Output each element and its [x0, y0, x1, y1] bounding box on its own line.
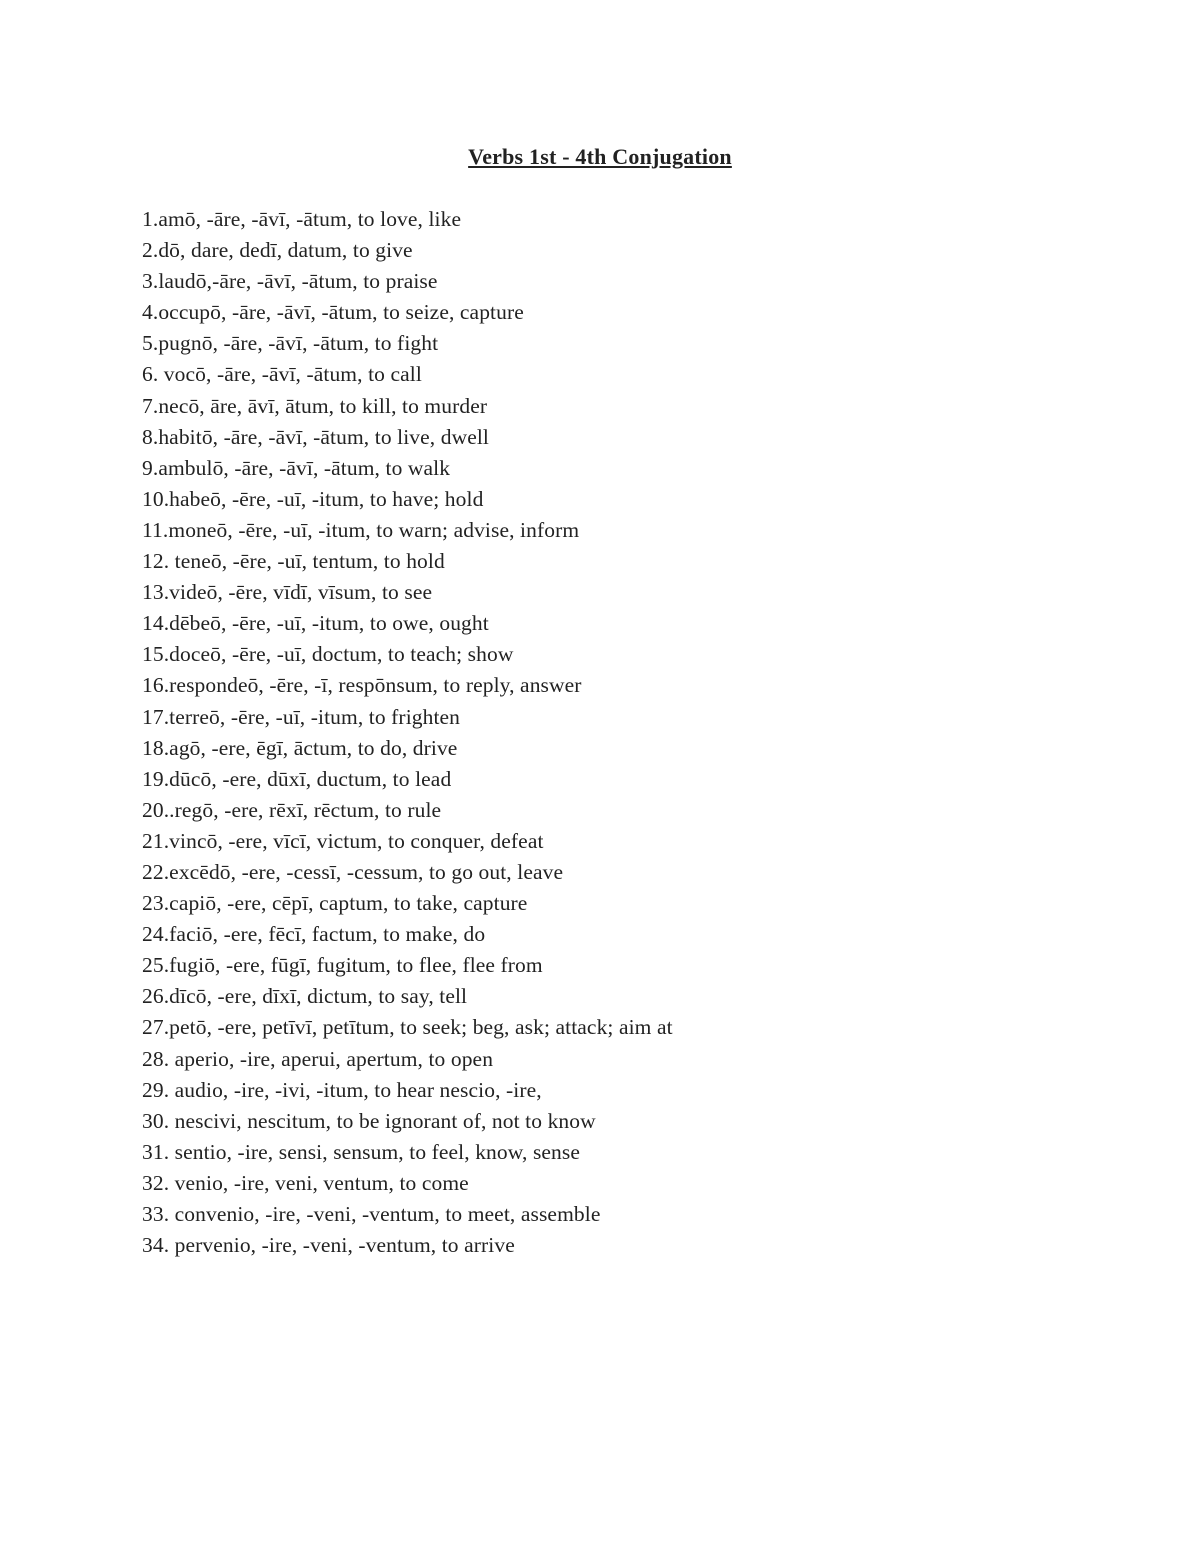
- verb-entry: 16.respondeō, -ēre, -ī, respōnsum, to reply, answer: [142, 673, 582, 698]
- verb-entry: 15.doceō, -ēre, -uī, doctum, to teach; show: [142, 642, 514, 667]
- verb-entry: 3.laudō,-āre, -āvī, -ātum, to praise: [142, 269, 438, 294]
- verb-list: [142, 204, 673, 1261]
- verb-entry: 23.capiō, -ere, cēpī, captum, to take, capture: [142, 891, 528, 916]
- verb-entry: 21.vincō, -ere, vīcī, victum, to conquer, defeat: [142, 828, 544, 853]
- verb-entry: 33. convenio, -ire, -veni, -ventum, to meet, assemble: [142, 1202, 601, 1226]
- verb-entry: 28. aperio, -ire, aperui, apertum, to open: [142, 1046, 494, 1071]
- verb-entry: 14.dēbeō, -ēre, -uī, -itum, to owe, ought: [142, 611, 489, 636]
- verb-entry: 30. nescivi, nescitum, to be ignorant of, not to know: [142, 1108, 596, 1133]
- verb-entry: 29. audio, -ire, -ivi, -itum, to hear nescio, -ire,: [142, 1077, 542, 1102]
- verb-entry: 34. pervenio, -ire, -veni, -ventum, to arrive: [142, 1233, 515, 1258]
- verb-entry: 32. venio, -ire, veni, ventum, to come: [142, 1170, 469, 1195]
- verb-entry: 2.dō, dare, dedī, datum, to give: [142, 238, 413, 263]
- verb-entry: 11.moneō, -ēre, -uī, -itum, to warn; advise, inform: [142, 517, 580, 542]
- verb-entry: 17.terreō, -ēre, -uī, -itum, to frighten: [142, 704, 461, 729]
- verb-entry: 1.amō, -āre, -āvī, -ātum, to love, like: [142, 207, 462, 231]
- page-title: Verbs 1st - 4th Conjugation: [468, 144, 732, 169]
- verb-entry: 19.dūcō, -ere, dūxī, ductum, to lead: [142, 766, 452, 791]
- verb-entry: 18.agō, -ere, ēgī, āctum, to do, drive: [142, 735, 458, 760]
- verb-entry: 13.videō, -ēre, vīdī, vīsum, to see: [142, 580, 433, 605]
- verb-entry: 26.dīcō, -ere, dīxī, dictum, to say, tell: [142, 984, 468, 1009]
- verb-entry: 9.ambulō, -āre, -āvī, -ātum, to walk: [142, 455, 451, 480]
- verb-entry: 5.pugnō, -āre, -āvī, -ātum, to fight: [142, 331, 439, 356]
- verb-entry: 4.occupō, -āre, -āvī, -ātum, to seize, capture: [142, 300, 524, 325]
- verb-entry: 22.excēdō, -ere, -cessī, -cessum, to go out, leave: [142, 859, 564, 884]
- verb-entry: 24.faciō, -ere, fēcī, factum, to make, do: [142, 922, 486, 947]
- verb-entry: 10.habeō, -ēre, -uī, -itum, to have; hold: [142, 486, 484, 511]
- verb-entry: 25.fugiō, -ere, fūgī, fugitum, to flee, flee from: [142, 953, 543, 978]
- verb-entry: 7.necō, āre, āvī, ātum, to kill, to murder: [142, 393, 488, 418]
- verb-entry: 20..regō, -ere, rēxī, rēctum, to rule: [142, 797, 442, 822]
- verb-entry: 6. vocō, -āre, -āvī, -ātum, to call: [142, 362, 422, 387]
- verb-entry: 8.habitō, -āre, -āvī, -ātum, to live, dwell: [142, 424, 489, 449]
- verb-entry: 31. sentio, -ire, sensi, sensum, to feel, know, sense: [142, 1139, 581, 1164]
- verb-entry: 12. teneō, -ēre, -uī, tentum, to hold: [142, 549, 445, 574]
- verb-entry: 27.petō, -ere, petīvī, petītum, to seek; beg, ask; attack; aim at: [142, 1015, 673, 1040]
